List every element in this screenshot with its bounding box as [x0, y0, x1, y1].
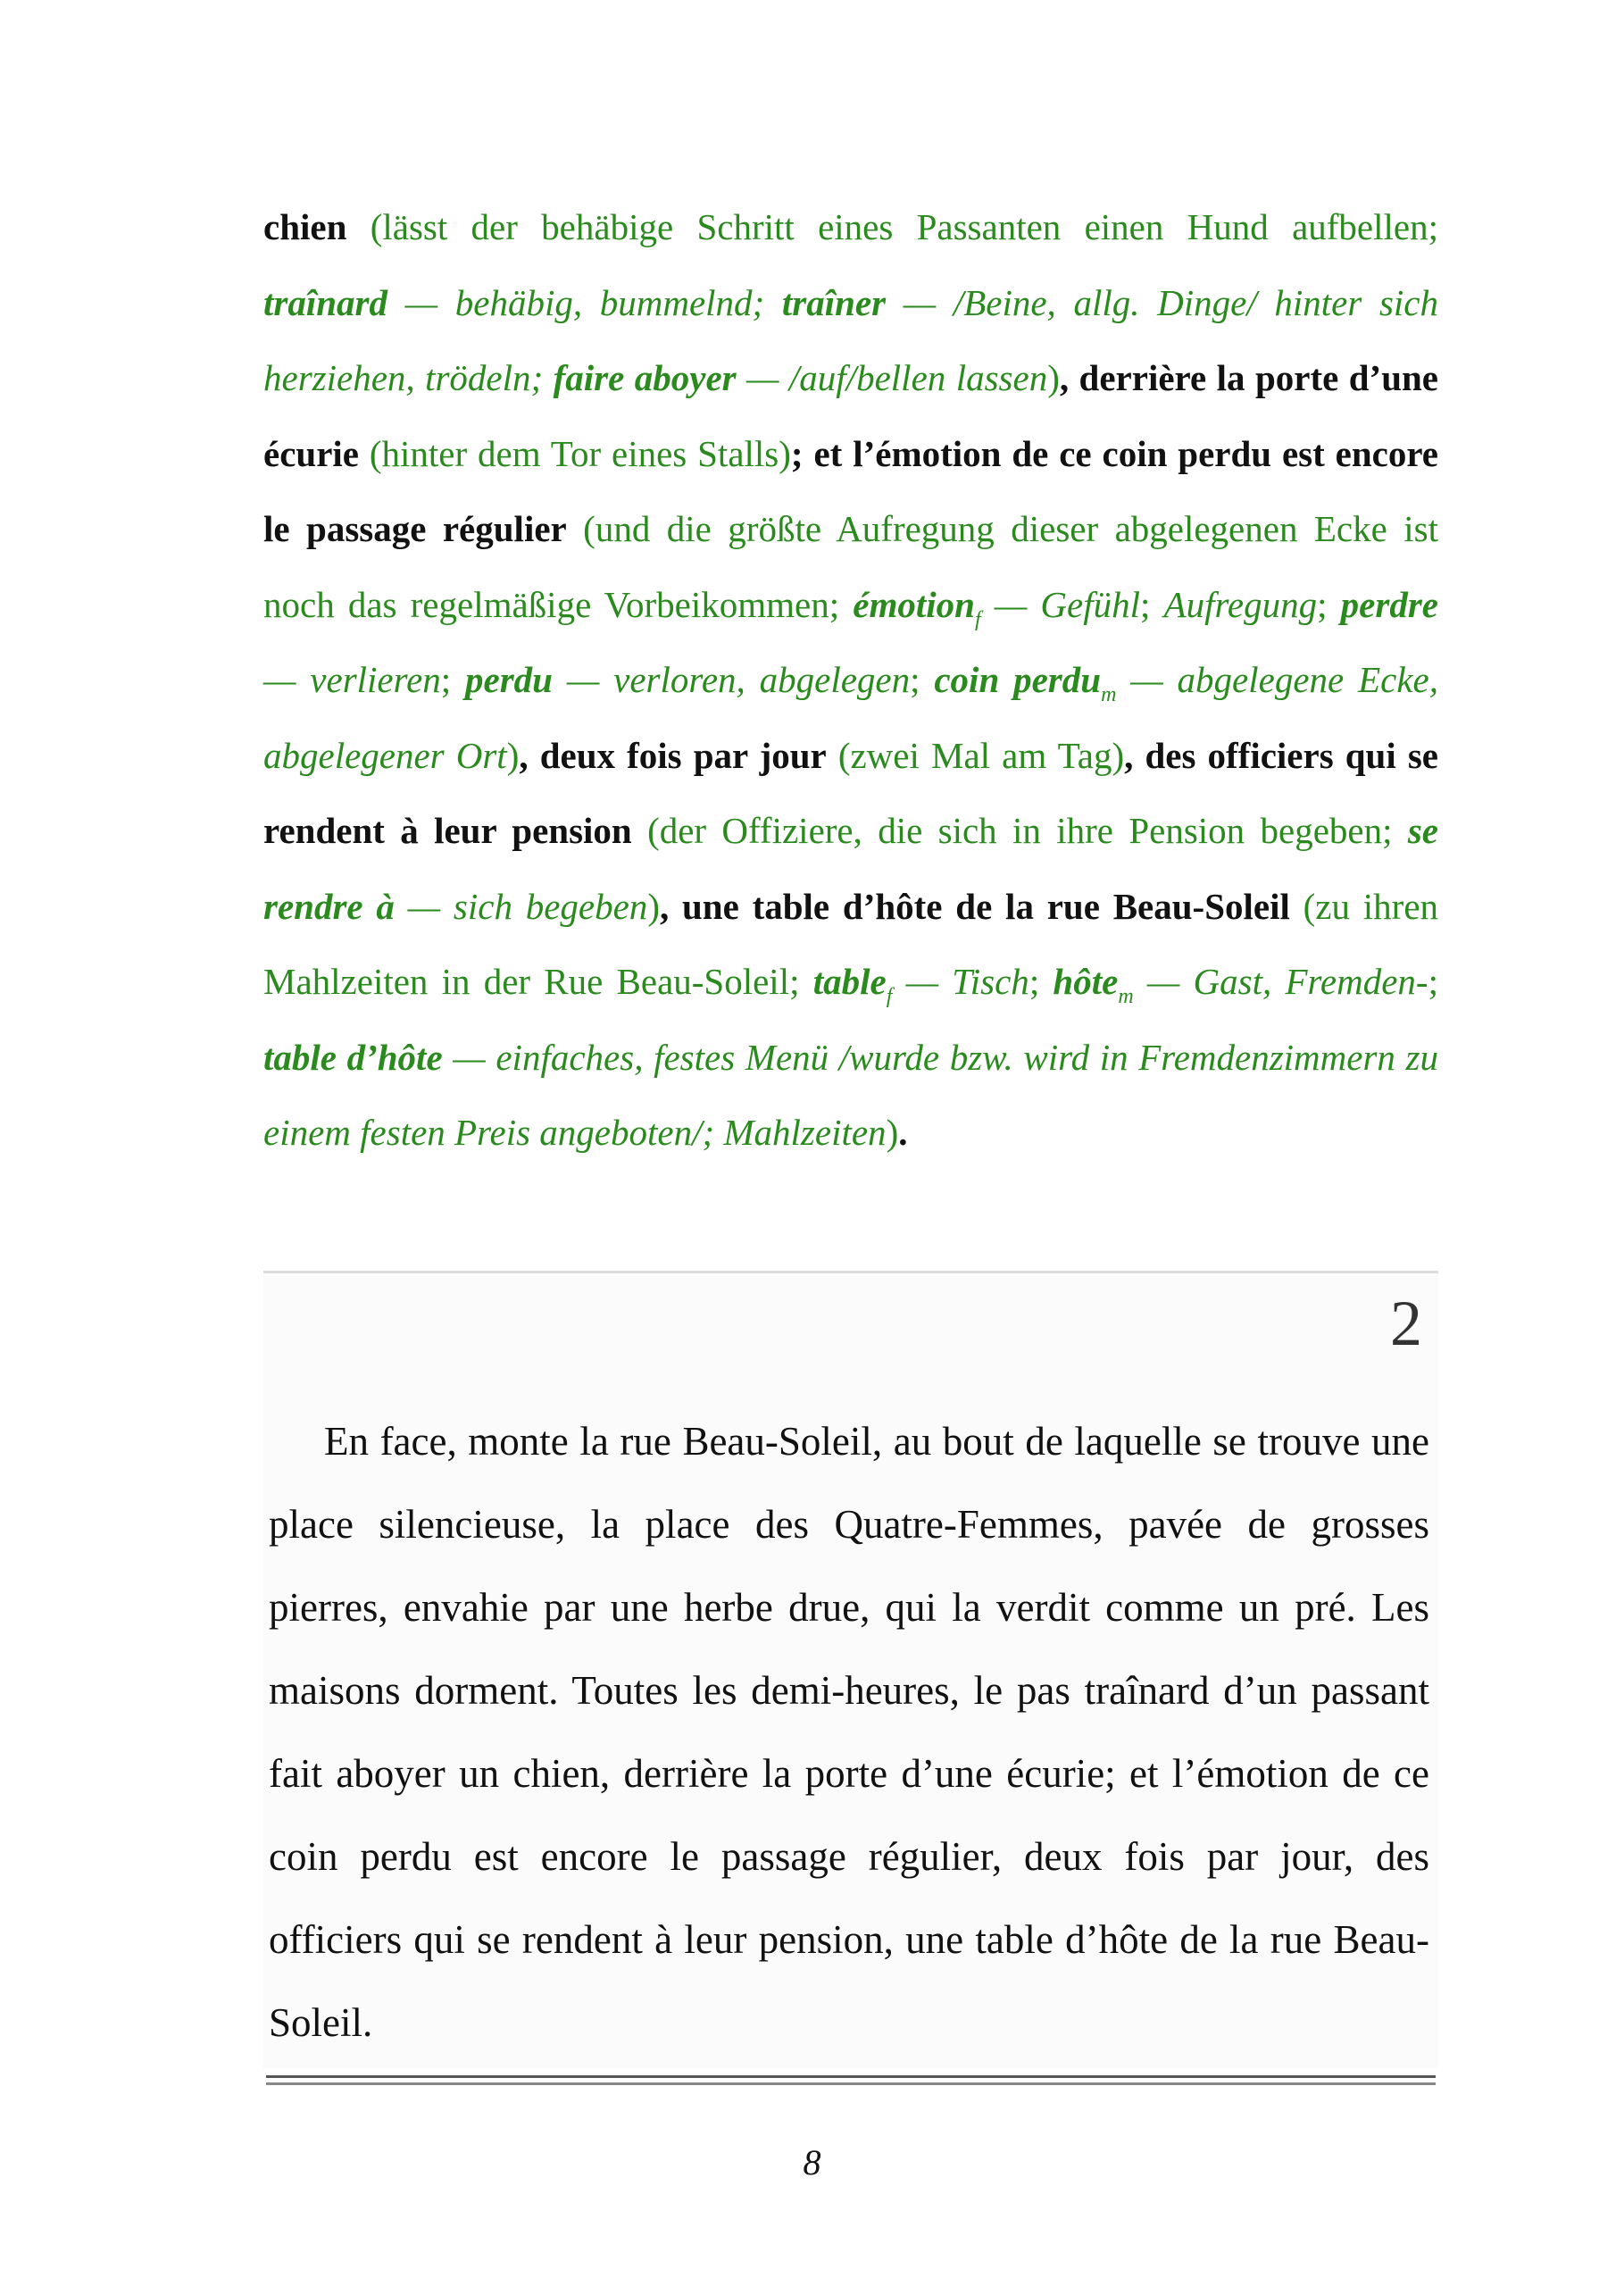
gloss-text: ;: [1428, 961, 1438, 1002]
french-phrase: .: [898, 1112, 908, 1153]
gloss-headword: traîner: [781, 281, 887, 323]
gloss-headword: traînard: [263, 281, 387, 323]
page-number: 8: [803, 2142, 821, 2182]
german-gloss: [827, 735, 1124, 776]
gloss-headword: perdu: [465, 659, 553, 700]
section-divider: [263, 1271, 1438, 1273]
german-gloss: [359, 433, 791, 474]
gloss-text: — Tisch: [892, 961, 1029, 1002]
gloss-text: ): [647, 885, 660, 927]
gloss-text: — sich begeben: [394, 885, 648, 927]
french-phrase: , deux fois par jour: [519, 734, 827, 776]
gender-marker: m: [1118, 985, 1134, 1008]
gloss-text: ): [506, 734, 520, 776]
gloss-headword: coin perdu$_m$: [934, 659, 1117, 706]
gloss-headword: table$_f$: [812, 961, 893, 1008]
gloss-headword: hôte$_m$: [1053, 961, 1134, 1008]
chapter-number: 2: [1390, 1288, 1422, 1359]
gloss-headword: émotion$_f$: [853, 583, 981, 631]
gloss-text: Aufregung: [1163, 583, 1318, 625]
gloss-headword: se rendre à: [263, 810, 1438, 927]
french-phrase: , derrière la porte d’une écurie: [263, 357, 1439, 474]
french-phrase: chien: [263, 206, 347, 247]
gloss-text: ;: [440, 659, 466, 700]
annotated-text: [263, 189, 1438, 1171]
gender-marker: m: [1101, 683, 1117, 706]
gloss-text: ;: [1029, 961, 1054, 1002]
gloss-headword: perdre: [1340, 583, 1438, 625]
gloss-text: — verlieren: [263, 659, 441, 700]
gloss-text: ;: [1140, 583, 1164, 625]
gender-marker: f: [886, 985, 893, 1008]
gloss-text: ;: [910, 659, 935, 700]
gloss-headword: table d’hôte: [263, 1036, 443, 1078]
original-paragraph: En face, monte la rue Beau-Soleil, au bout de laquelle se trouve une place silencieuse, la place des Quatre-Femmes, pavée de grosses pierres, envahie par une herbe drue, qui la verdit comme un pré. Les maisons dorment. Toutes les demi-heures, le pas traînard d’un passant fait aboyer un chien, derrière la porte d’une écurie; et l’émotion de ce coin perdu est encore le passage régulier, deux fois par jour, des officiers qui se rendent à leur pension, une table d’hôte de la rue Beau-Soleil.: [269, 1419, 1429, 2045]
french-phrase: , des officiers qui se rendent à leur pension: [263, 734, 1439, 851]
gloss-headword: faire aboyer: [553, 357, 737, 398]
gloss-text: (und die größte Aufregung dieser abgelegenen Ecke ist noch das regelmäßige Vorbeikommen;: [263, 508, 1438, 625]
gloss-text: ;: [1317, 583, 1341, 625]
gloss-text: (zwei Mal am Tag): [826, 734, 1125, 776]
gloss-text: — /auf/bellen lassen: [736, 357, 1048, 398]
original-text-box: [263, 1275, 1438, 2068]
gloss-text: — Gefühl: [980, 583, 1140, 625]
gloss-text: (zu ihren Mahlzeiten in der Rue Beau-Soleil;: [263, 885, 1439, 1002]
gloss-text: — abgelegene Ecke, abgelegener Ort: [263, 659, 1438, 776]
gloss-text: (lässt der behäbige Schritt eines Passanten einen Hund aufbellen;: [346, 206, 1438, 247]
gloss-text: (der Offiziere, die sich in ihre Pension begeben;: [631, 810, 1408, 851]
gloss-text: ): [886, 1112, 899, 1153]
gloss-text: (hinter dem Tor eines Stalls): [358, 432, 791, 474]
gloss-text: — einfaches, festes Menü /wurde bzw. wird in Fremdenzimmern zu einem festen Preis angeboten/; Mahlzeiten: [263, 1036, 1438, 1153]
gloss-text: ): [1047, 357, 1060, 398]
bottom-double-rule: [266, 2075, 1436, 2085]
gloss-text: — /Beine, allg. Dinge/ hinter sich herziehen, trödeln;: [263, 281, 1438, 398]
gloss-text: — verloren, abgelegen: [553, 659, 911, 700]
original-paragraph-container: [269, 1400, 1429, 2065]
french-phrase: , une table d’hôte de la rue Beau-Soleil: [659, 885, 1290, 927]
gloss-text: — Gast, Fremden-: [1133, 961, 1428, 1002]
gender-marker: f: [974, 607, 981, 631]
french-phrase: ; et l’émotion de ce coin perdu est encore le passage régulier: [263, 432, 1439, 549]
gloss-text: — behäbig, bummelnd;: [387, 281, 782, 323]
